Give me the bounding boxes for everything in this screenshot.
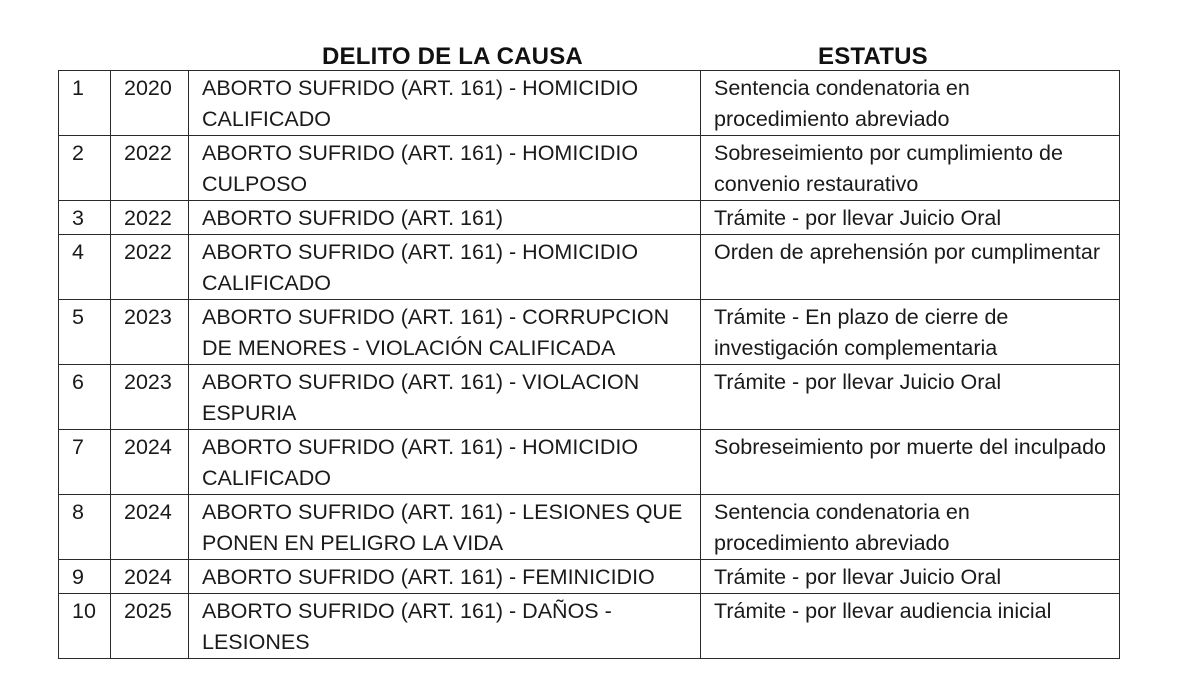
row-delito: ABORTO SUFRIDO (ART. 161) xyxy=(189,201,701,235)
row-number: 4 xyxy=(59,235,111,300)
row-status: Trámite - por llevar audiencia inicial xyxy=(701,594,1120,659)
row-delito: ABORTO SUFRIDO (ART. 161) - HOMICIDIO CULPOSO xyxy=(189,136,701,201)
table-row xyxy=(59,201,1120,235)
table-row xyxy=(59,430,1120,495)
table-row xyxy=(59,365,1120,430)
row-delito: ABORTO SUFRIDO (ART. 161) - LESIONES QUE PONEN EN PELIGRO LA VIDA xyxy=(189,495,701,560)
row-status: Sentencia condenatoria en procedimiento abreviado xyxy=(701,495,1120,560)
row-delito: ABORTO SUFRIDO (ART. 161) - VIOLACION ESPURIA xyxy=(189,365,701,430)
row-year: 2024 xyxy=(111,495,189,560)
table-header xyxy=(0,42,1200,72)
row-status: Orden de aprehensión por cumplimentar xyxy=(701,235,1120,300)
row-delito: ABORTO SUFRIDO (ART. 161) - HOMICIDIO CALIFICADO xyxy=(189,71,701,136)
row-year: 2024 xyxy=(111,430,189,495)
row-status: Trámite - por llevar Juicio Oral xyxy=(701,201,1120,235)
row-status: Sentencia condenatoria en procedimiento abreviado xyxy=(701,71,1120,136)
column-header-estatus: ESTATUS xyxy=(818,43,928,70)
row-status: Trámite - En plazo de cierre de investigación complementaria xyxy=(701,300,1120,365)
row-year: 2022 xyxy=(111,136,189,201)
row-delito: ABORTO SUFRIDO (ART. 161) - HOMICIDIO CALIFICADO xyxy=(189,430,701,495)
row-year: 2022 xyxy=(111,235,189,300)
table-row xyxy=(59,495,1120,560)
row-year: 2020 xyxy=(111,71,189,136)
row-number: 1 xyxy=(59,71,111,136)
row-status: Trámite - por llevar Juicio Oral xyxy=(701,560,1120,594)
row-number: 10 xyxy=(59,594,111,659)
column-header-delito: DELITO DE LA CAUSA xyxy=(322,43,583,70)
row-year: 2025 xyxy=(111,594,189,659)
row-number: 3 xyxy=(59,201,111,235)
cases-table xyxy=(58,70,1120,659)
row-status: Sobreseimiento por cumplimiento de convenio restaurativo xyxy=(701,136,1120,201)
row-status: Trámite - por llevar Juicio Oral xyxy=(701,365,1120,430)
row-delito: ABORTO SUFRIDO (ART. 161) - FEMINICIDIO xyxy=(189,560,701,594)
table-row xyxy=(59,560,1120,594)
row-year: 2023 xyxy=(111,300,189,365)
table-row xyxy=(59,71,1120,136)
table-row xyxy=(59,235,1120,300)
row-year: 2024 xyxy=(111,560,189,594)
row-number: 8 xyxy=(59,495,111,560)
row-delito: ABORTO SUFRIDO (ART. 161) - CORRUPCION DE MENORES - VIOLACIÓN CALIFICADA xyxy=(189,300,701,365)
row-number: 5 xyxy=(59,300,111,365)
row-number: 6 xyxy=(59,365,111,430)
row-number: 9 xyxy=(59,560,111,594)
table-row xyxy=(59,300,1120,365)
row-year: 2023 xyxy=(111,365,189,430)
row-number: 2 xyxy=(59,136,111,201)
row-year: 2022 xyxy=(111,201,189,235)
table-row xyxy=(59,136,1120,201)
row-status: Sobreseimiento por muerte del inculpado xyxy=(701,430,1120,495)
row-delito: ABORTO SUFRIDO (ART. 161) - DAÑOS - LESIONES xyxy=(189,594,701,659)
row-number: 7 xyxy=(59,430,111,495)
row-delito: ABORTO SUFRIDO (ART. 161) - HOMICIDIO CALIFICADO xyxy=(189,235,701,300)
table-row xyxy=(59,594,1120,659)
